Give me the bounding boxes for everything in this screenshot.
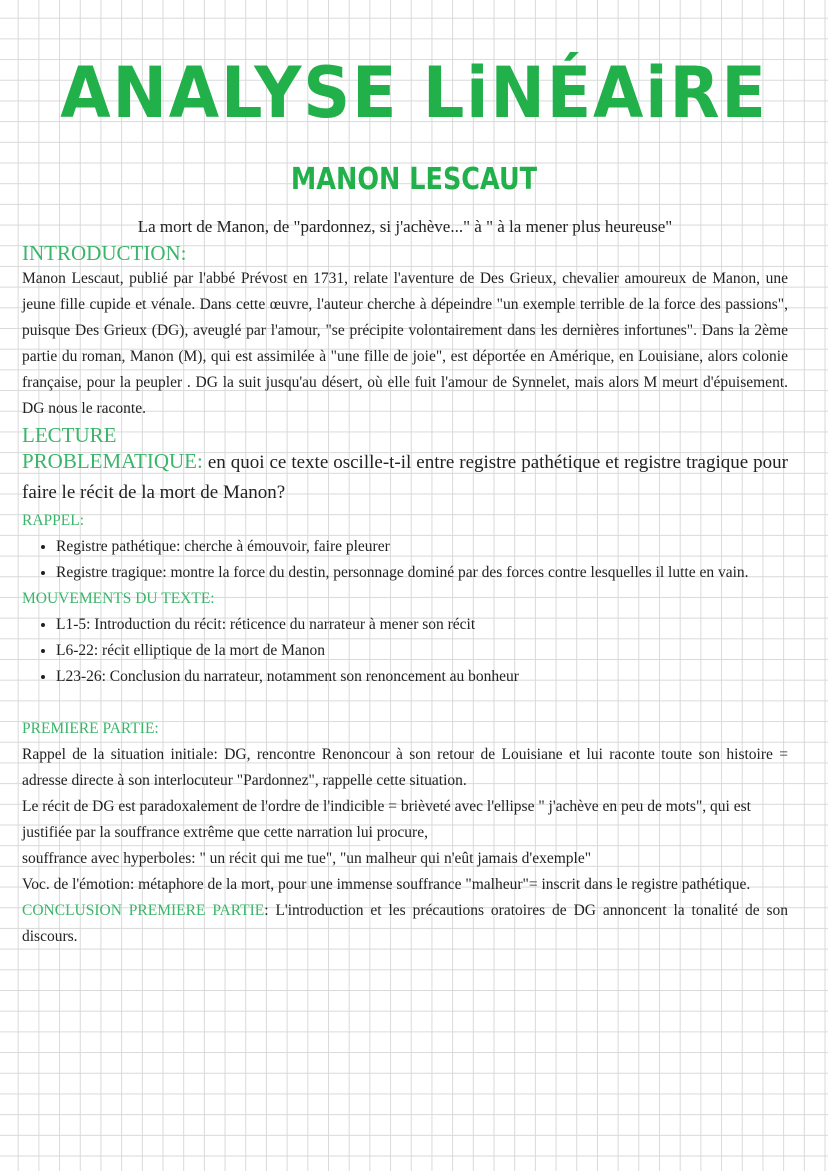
rappel-list	[22, 534, 788, 586]
mouvements-heading: MOUVEMENTS DU TEXTE:	[22, 590, 215, 607]
rappel-heading: RAPPEL:	[22, 512, 85, 529]
list-item: • Registre pathétique: cherche à émouvoir, faire pleurer	[56, 534, 788, 560]
conclusion-label: CONCLUSION PREMIERE PARTIE	[22, 902, 265, 919]
document-body	[22, 214, 788, 950]
paragraph: Rappel de la situation initiale: DG, rencontre Renoncour à son retour de Louisiane et lui raconte toute son histoire = adresse directe à son interlocuteur "Pardonnez", rappelle cette situation.	[22, 746, 788, 789]
page-subtitle: MANON LESCAUT	[290, 162, 538, 197]
passage-reference: La mort de Manon, de "pardonnez, si j'achève..." à " à la mener plus heureuse"	[137, 217, 673, 236]
premiere-partie-heading: PREMIERE PARTIE:	[22, 720, 159, 737]
paragraph: souffrance avec hyperboles: " un récit qui me tue", "un malheur qui n'eût jamais d'exemple"	[22, 850, 592, 867]
introduction-text: Manon Lescaut, publié par l'abbé Prévost en 1731, relate l'aventure de Des Grieux, chevalier amoureux de Manon, une jeune fille cupide et vénale. Dans cette œuvre, l'auteur cherche à dépeindre "un exemple terrible de la force des passions", puisque Des Grieux (DG), aveuglé par l'amour, "se précipite volontairement dans les dernières infortunes". Dans la 2ème partie du roman, Manon (M), qui est assimilée à "une fille de joie", est déportée en Amérique, en Louisiane, alors colonie française, pour la peupler . DG la suit jusqu'au désert, où elle fuit l'amour de Synnelet, mais alors M meurt d'épuisement. DG nous le raconte.	[22, 270, 788, 417]
list-item: • L6-22: récit elliptique de la mort de Manon	[56, 638, 788, 664]
list-item: • L23-26: Conclusion du narrateur, notamment son renoncement au bonheur	[56, 664, 788, 690]
problematique	[22, 448, 788, 508]
conclusion-text: : L'introduction et les précautions oratoires de DG annoncent la tonalité de son discours.	[22, 902, 788, 945]
conclusion	[22, 898, 788, 950]
paragraph: Voc. de l'émotion: métaphore de la mort, pour une immense souffrance "malheur"= inscrit dans le registre pathétique.	[22, 876, 751, 893]
paragraph: Le récit de DG est paradoxalement de l'ordre de l'indicible = brièveté avec l'ellipse " j'achève en peu de mots", qui est justifiée par la souffrance extrême que cette narration lui procure,	[22, 798, 751, 841]
page-title: ANALYSE LiNÉAiRE	[60, 52, 768, 134]
mouvements-list	[22, 612, 788, 690]
list-item: • L1-5: Introduction du récit: réticence du narrateur à mener son récit	[56, 612, 788, 638]
lecture-heading: LECTURE	[22, 423, 117, 447]
introduction-heading: INTRODUCTION:	[22, 241, 187, 265]
problematique-label: PROBLEMATIQUE:	[22, 449, 203, 473]
list-item: • Registre tragique: montre la force du destin, personnage dominé par des forces contre lesquelles il lutte en vain.	[56, 560, 788, 586]
problematique-text: en quoi ce texte oscille-t-il entre registre pathétique et registre tragique pour faire le récit de la mort de Manon?	[22, 452, 788, 503]
